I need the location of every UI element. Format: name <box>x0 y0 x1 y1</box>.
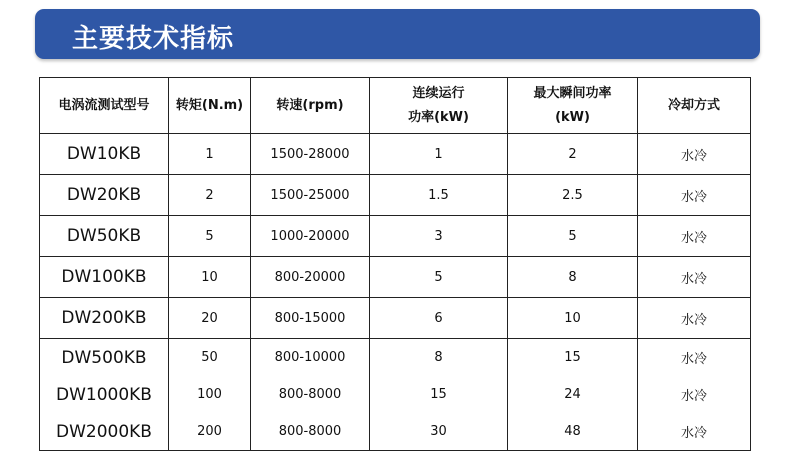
cell-peak-power: 48 <box>508 413 638 451</box>
col-header-model: 电涡流测试型号 <box>40 78 169 134</box>
table-row <box>40 216 751 257</box>
table-row <box>40 257 751 298</box>
cell-cooling: 水冷 <box>638 298 751 339</box>
cell-peak-power: 2 <box>508 134 638 175</box>
cell-cooling: 水冷 <box>638 257 751 298</box>
cell-torque: 1 <box>169 134 251 175</box>
cell-peak-power: 8 <box>508 257 638 298</box>
cell-torque: 2 <box>169 175 251 216</box>
cell-model: DW20KB <box>40 175 169 216</box>
cell-speed: 800-10000 <box>251 339 370 377</box>
cell-cooling: 水冷 <box>638 376 751 413</box>
table-row <box>40 376 751 413</box>
cell-model: DW2000KB <box>40 413 169 451</box>
cell-model: DW200KB <box>40 298 169 339</box>
table-row <box>40 134 751 175</box>
table-row <box>40 339 751 377</box>
col-header-cooling: 冷却方式 <box>638 78 751 134</box>
cell-continuous-power: 6 <box>370 298 508 339</box>
cell-continuous-power: 1 <box>370 134 508 175</box>
cell-peak-power: 10 <box>508 298 638 339</box>
cell-model: DW1000KB <box>40 376 169 413</box>
cell-continuous-power: 1.5 <box>370 175 508 216</box>
table-row <box>40 175 751 216</box>
cell-speed: 800-8000 <box>251 413 370 451</box>
col-header-speed: 转速(rpm) <box>251 78 370 134</box>
cell-speed: 800-20000 <box>251 257 370 298</box>
cell-cooling: 水冷 <box>638 216 751 257</box>
cell-model: DW100KB <box>40 257 169 298</box>
cell-peak-power: 2.5 <box>508 175 638 216</box>
section-title: 主要技术指标 <box>72 24 235 54</box>
cell-torque: 20 <box>169 298 251 339</box>
cell-continuous-power: 30 <box>370 413 508 451</box>
spec-table <box>39 77 751 451</box>
cell-speed: 1500-28000 <box>251 134 370 175</box>
cell-peak-power: 15 <box>508 339 638 377</box>
cell-peak-power: 24 <box>508 376 638 413</box>
cell-continuous-power: 3 <box>370 216 508 257</box>
cell-cooling: 水冷 <box>638 175 751 216</box>
cell-speed: 800-8000 <box>251 376 370 413</box>
col-header-torque: 转矩(N.m) <box>169 78 251 134</box>
section-header-banner <box>35 9 760 59</box>
table-row <box>40 413 751 451</box>
cell-cooling: 水冷 <box>638 134 751 175</box>
cell-model: DW10KB <box>40 134 169 175</box>
table-header-row <box>40 78 751 134</box>
col-header-continuous-power: 连续运行 功率(kW) <box>370 78 508 134</box>
table-row <box>40 298 751 339</box>
cell-torque: 10 <box>169 257 251 298</box>
cell-torque: 5 <box>169 216 251 257</box>
cell-torque: 200 <box>169 413 251 451</box>
cell-torque: 100 <box>169 376 251 413</box>
cell-continuous-power: 8 <box>370 339 508 377</box>
col-header-peak-power: 最大瞬间功率 (kW) <box>508 78 638 134</box>
cell-speed: 1500-25000 <box>251 175 370 216</box>
cell-model: DW50KB <box>40 216 169 257</box>
cell-speed: 800-15000 <box>251 298 370 339</box>
cell-continuous-power: 15 <box>370 376 508 413</box>
cell-cooling: 水冷 <box>638 339 751 377</box>
cell-cooling: 水冷 <box>638 413 751 451</box>
cell-peak-power: 5 <box>508 216 638 257</box>
cell-continuous-power: 5 <box>370 257 508 298</box>
cell-torque: 50 <box>169 339 251 377</box>
cell-model: DW500KB <box>40 339 169 377</box>
cell-speed: 1000-20000 <box>251 216 370 257</box>
